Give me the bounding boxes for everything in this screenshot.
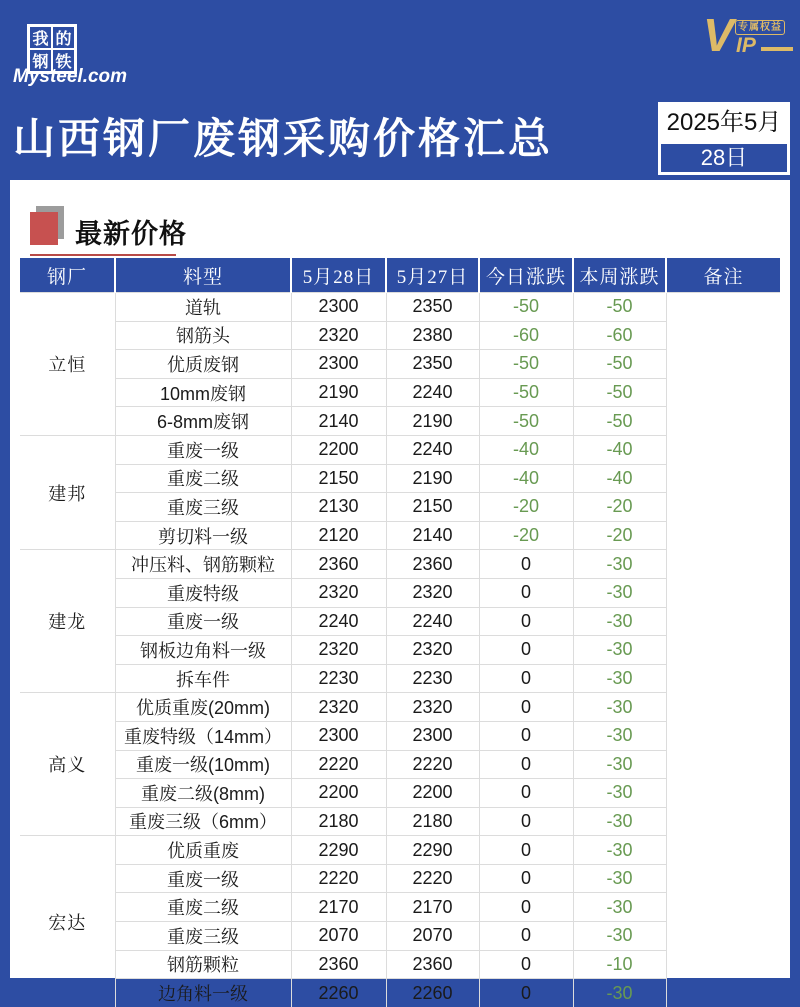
vip-privilege-badge: 专属权益 — [735, 20, 785, 35]
price-may27-cell: 2320 — [386, 578, 479, 607]
today-change-cell: 0 — [479, 950, 573, 979]
material-cell: 重废二级(8mm) — [115, 779, 291, 808]
week-change-cell: -20 — [573, 493, 666, 522]
week-change-cell: -30 — [573, 693, 666, 722]
price-may28-cell: 2360 — [291, 950, 386, 979]
price-may27-cell: 2230 — [386, 664, 479, 693]
today-change-cell: 0 — [479, 664, 573, 693]
material-cell: 重废一级 — [115, 607, 291, 636]
material-cell: 优质重废(20mm) — [115, 693, 291, 722]
today-change-cell: 0 — [479, 922, 573, 951]
column-header: 备注 — [666, 258, 780, 293]
price-may27-cell: 2220 — [386, 750, 479, 779]
price-may27-cell: 2240 — [386, 378, 479, 407]
vip-underline-bar — [761, 47, 793, 51]
mill-name-cell: 建龙 — [20, 550, 115, 693]
today-change-cell: 0 — [479, 578, 573, 607]
material-cell: 重废二级 — [115, 464, 291, 493]
material-cell: 重废特级 — [115, 578, 291, 607]
price-may28-cell: 2260 — [291, 979, 386, 1007]
price-may28-cell: 2290 — [291, 836, 386, 865]
price-may27-cell: 2200 — [386, 779, 479, 808]
vip-ip-letters: IP — [736, 34, 756, 57]
today-change-cell: 0 — [479, 836, 573, 865]
price-table-body — [20, 293, 780, 1007]
today-change-cell: -50 — [479, 350, 573, 379]
remark-cell — [666, 293, 780, 1007]
logo-char: 我 — [29, 26, 52, 49]
mill-name-cell: 立恒 — [20, 293, 115, 436]
today-change-cell: 0 — [479, 807, 573, 836]
material-cell: 优质废钢 — [115, 350, 291, 379]
price-may28-cell: 2130 — [291, 493, 386, 522]
mill-name-cell: 建邦 — [20, 435, 115, 549]
price-may28-cell: 2220 — [291, 864, 386, 893]
mysteel-logo — [13, 24, 128, 87]
week-change-cell: -30 — [573, 750, 666, 779]
today-change-cell: -20 — [479, 493, 573, 522]
material-cell: 10mm废钢 — [115, 378, 291, 407]
column-header: 料型 — [115, 258, 291, 293]
date-box — [658, 102, 790, 175]
price-may28-cell: 2320 — [291, 321, 386, 350]
price-may28-cell: 2300 — [291, 350, 386, 379]
red-square — [30, 212, 58, 245]
price-may27-cell: 2180 — [386, 807, 479, 836]
material-cell: 重废三级（6mm） — [115, 807, 291, 836]
week-change-cell: -30 — [573, 864, 666, 893]
today-change-cell: -50 — [479, 293, 573, 322]
week-change-cell: -30 — [573, 578, 666, 607]
material-cell: 拆车件 — [115, 664, 291, 693]
today-change-cell: 0 — [479, 550, 573, 579]
page-title: 山西钢厂废钢采购价格汇总 — [13, 115, 554, 162]
material-cell: 重废一级 — [115, 435, 291, 464]
material-cell: 冲压料、钢筋颗粒 — [115, 550, 291, 579]
week-change-cell: -50 — [573, 350, 666, 379]
material-cell: 钢筋颗粒 — [115, 950, 291, 979]
material-cell: 重废一级(10mm) — [115, 750, 291, 779]
price-may28-cell: 2220 — [291, 750, 386, 779]
week-change-cell: -30 — [573, 893, 666, 922]
date-month: 2025年5月 — [661, 105, 787, 141]
price-may27-cell: 2240 — [386, 435, 479, 464]
material-cell: 重废二级 — [115, 893, 291, 922]
price-may27-cell: 2190 — [386, 407, 479, 436]
price-may27-cell: 2220 — [386, 864, 479, 893]
material-cell: 重废三级 — [115, 922, 291, 951]
week-change-cell: -30 — [573, 979, 666, 1007]
week-change-cell: -30 — [573, 807, 666, 836]
today-change-cell: 0 — [479, 721, 573, 750]
today-change-cell: 0 — [479, 607, 573, 636]
vip-v-letter: V — [703, 9, 734, 61]
week-change-cell: -50 — [573, 293, 666, 322]
week-change-cell: -30 — [573, 779, 666, 808]
price-may27-cell: 2240 — [386, 607, 479, 636]
material-cell: 重废三级 — [115, 493, 291, 522]
week-change-cell: -50 — [573, 378, 666, 407]
column-header: 本周涨跌 — [573, 258, 666, 293]
column-header: 5月28日 — [291, 258, 386, 293]
price-may28-cell: 2150 — [291, 464, 386, 493]
material-cell: 钢筋头 — [115, 321, 291, 350]
red-square-icon — [30, 210, 64, 248]
price-may28-cell: 2200 — [291, 435, 386, 464]
material-cell: 边角料一级 — [115, 979, 291, 1007]
price-may28-cell: 2230 — [291, 664, 386, 693]
today-change-cell: -50 — [479, 407, 573, 436]
material-cell: 重废特级（14mm） — [115, 721, 291, 750]
column-header: 今日涨跌 — [479, 258, 573, 293]
mill-name-cell: 宏达 — [20, 836, 115, 1007]
today-change-cell: -40 — [479, 435, 573, 464]
today-change-cell: 0 — [479, 693, 573, 722]
price-may28-cell: 2300 — [291, 293, 386, 322]
material-cell: 钢板边角料一级 — [115, 636, 291, 665]
mill-name-cell: 高义 — [20, 693, 115, 836]
material-cell: 优质重废 — [115, 836, 291, 865]
price-may27-cell: 2290 — [386, 836, 479, 865]
week-change-cell: -30 — [573, 721, 666, 750]
today-change-cell: -20 — [479, 521, 573, 550]
price-may28-cell: 2320 — [291, 693, 386, 722]
price-may28-cell: 2200 — [291, 779, 386, 808]
table-row — [20, 293, 780, 322]
vip-logo — [703, 9, 795, 66]
week-change-cell: -30 — [573, 664, 666, 693]
price-may28-cell: 2180 — [291, 807, 386, 836]
today-change-cell: -40 — [479, 464, 573, 493]
price-may27-cell: 2320 — [386, 693, 479, 722]
today-change-cell: 0 — [479, 979, 573, 1007]
price-may27-cell: 2360 — [386, 950, 479, 979]
week-change-cell: -40 — [573, 435, 666, 464]
material-cell: 剪切料一级 — [115, 521, 291, 550]
material-cell: 重废一级 — [115, 864, 291, 893]
material-cell: 6-8mm废钢 — [115, 407, 291, 436]
logo-char: 钢 — [29, 49, 52, 72]
today-change-cell: 0 — [479, 779, 573, 808]
week-change-cell: -20 — [573, 521, 666, 550]
price-may28-cell: 2300 — [291, 721, 386, 750]
date-day: 28日 — [661, 141, 787, 172]
today-change-cell: 0 — [479, 636, 573, 665]
price-may28-cell: 2320 — [291, 578, 386, 607]
column-header: 5月27日 — [386, 258, 479, 293]
price-may27-cell: 2260 — [386, 979, 479, 1007]
logo-char: 铁 — [52, 49, 75, 72]
price-may27-cell: 2070 — [386, 922, 479, 951]
price-may27-cell: 2350 — [386, 350, 479, 379]
today-change-cell: 0 — [479, 893, 573, 922]
price-may27-cell: 2300 — [386, 721, 479, 750]
week-change-cell: -30 — [573, 607, 666, 636]
price-may27-cell: 2170 — [386, 893, 479, 922]
today-change-cell: 0 — [479, 864, 573, 893]
price-may28-cell: 2120 — [291, 521, 386, 550]
price-may27-cell: 2150 — [386, 493, 479, 522]
price-may27-cell: 2190 — [386, 464, 479, 493]
price-may28-cell: 2360 — [291, 550, 386, 579]
price-may28-cell: 2240 — [291, 607, 386, 636]
material-cell: 道轨 — [115, 293, 291, 322]
red-underline — [30, 254, 176, 256]
today-change-cell: -60 — [479, 321, 573, 350]
price-may27-cell: 2360 — [386, 550, 479, 579]
price-may27-cell: 2380 — [386, 321, 479, 350]
mysteel-domain-text: Mysteel.com — [13, 66, 128, 87]
price-may27-cell: 2140 — [386, 521, 479, 550]
price-table — [20, 258, 780, 1007]
price-may28-cell: 2170 — [291, 893, 386, 922]
today-change-cell: -50 — [479, 378, 573, 407]
week-change-cell: -40 — [573, 464, 666, 493]
week-change-cell: -30 — [573, 922, 666, 951]
week-change-cell: -50 — [573, 407, 666, 436]
table-header-row — [20, 258, 780, 293]
week-change-cell: -30 — [573, 836, 666, 865]
logo-char: 的 — [52, 26, 75, 49]
price-may28-cell: 2320 — [291, 636, 386, 665]
price-may27-cell: 2350 — [386, 293, 479, 322]
latest-price-label: 最新价格 — [75, 219, 187, 249]
price-may28-cell: 2190 — [291, 378, 386, 407]
column-header: 钢厂 — [20, 258, 115, 293]
content-panel — [10, 180, 790, 1005]
week-change-cell: -30 — [573, 636, 666, 665]
price-may27-cell: 2320 — [386, 636, 479, 665]
week-change-cell: -10 — [573, 950, 666, 979]
today-change-cell: 0 — [479, 750, 573, 779]
week-change-cell: -60 — [573, 321, 666, 350]
price-may28-cell: 2070 — [291, 922, 386, 951]
price-may28-cell: 2140 — [291, 407, 386, 436]
week-change-cell: -30 — [573, 550, 666, 579]
